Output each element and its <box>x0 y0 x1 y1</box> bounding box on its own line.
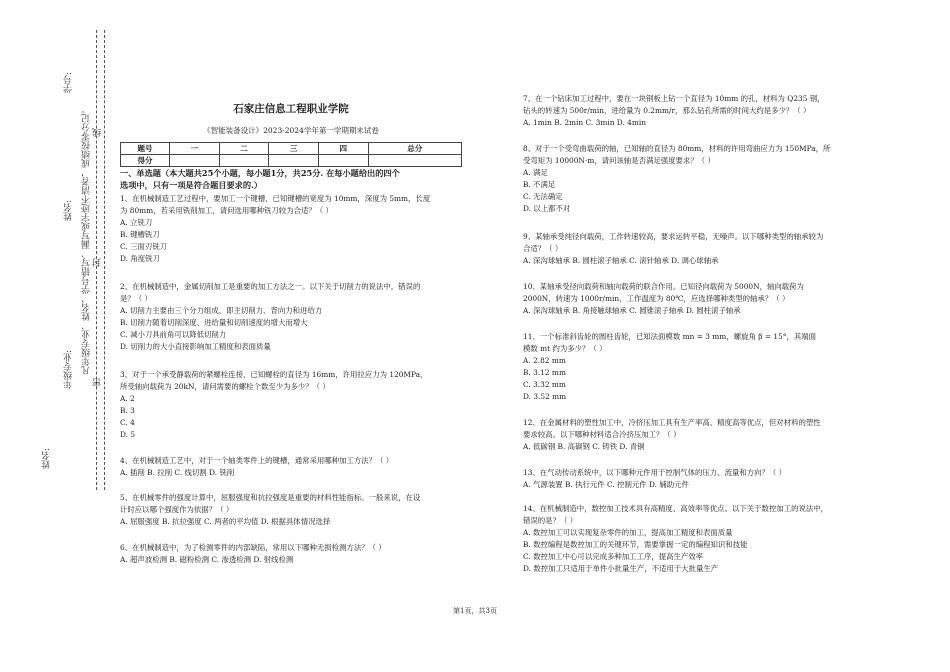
score-input-cell <box>269 155 319 167</box>
question-stem-line: 11、一个标准斜齿轮的圆柱齿轮，已知法面模数 mn = 3 mm，螺旋角 β = 15°，其端面 <box>523 332 817 341</box>
question-stem-line: 1、在机械制造工艺过程中，要加工一个键槽，已知键槽的宽度为 10mm，深度为 5mm，长度 <box>120 194 431 203</box>
question-block <box>120 281 420 353</box>
question-block <box>120 492 420 528</box>
score-cell: 三 <box>269 143 319 155</box>
question-stem-line: 要求较高。以下哪种材料适合冷挤压加工？（ ） <box>523 430 681 439</box>
score-input-cell <box>170 155 220 167</box>
answer-option: D. 3.52 mm <box>523 392 567 401</box>
section-heading <box>120 167 400 191</box>
answer-option: C. 无法确定 <box>523 192 563 201</box>
question-block <box>120 193 430 265</box>
exam-title: 《智能装备设计》2023-2024学年第一学期期末试卷 <box>203 126 379 135</box>
question-stem-line: 2、在机械制造中，金属切削加工是重要的加工方法之一。以下关于切削力的说法中，错误的 <box>120 282 421 291</box>
answer-option: A. 数控加工可以实现复杂零件的加工，提高加工精度和表面质量 <box>523 528 733 537</box>
answer-option: A. 2.82 mm <box>523 356 566 365</box>
page-footer: 第1页，共3页 <box>453 607 497 615</box>
score-table <box>120 142 462 167</box>
school-name: 石家庄信息工程职业学院 <box>233 103 349 115</box>
seal-mark: 密 <box>93 378 103 387</box>
answer-option: A. 超声波检测 B. 磁粉检测 C. 渗透检测 D. 射线检测 <box>120 555 294 564</box>
question-block <box>523 503 828 575</box>
score-input-cell <box>219 155 269 167</box>
section-heading-line: 选项中，只有一项是符合题目要求的.） <box>120 180 263 190</box>
question-stem-line: 13、在气动传动系统中，以下哪种元件用于控制气体的压力、流量和方向？（ ） <box>523 468 787 477</box>
bind-mark: 封 <box>93 258 103 267</box>
binding-warning: 凡年级专业、姓名、学号错写、漏写或字迹不清者，成绩按零分记。 <box>82 105 92 375</box>
question-stem-line: 为 80mm，若采用铣削加工，请问选用哪种铣刀较为合适？（ ） <box>120 206 333 215</box>
answer-option: A. 低碳钢 B. 高碳钢 C. 铸铁 D. 青铜 <box>523 442 645 451</box>
question-stem-line: 2000N，转速为 1000r/min，工作温度为 80℃，应选择哪种类型的轴承？（ ） <box>523 294 790 303</box>
name-label: 姓名: <box>64 200 74 222</box>
answer-option: A. 屈服强度 B. 抗拉强度 C. 两者的平均值 D. 根据具体情况选择 <box>120 517 331 526</box>
answer-option: C. 4 <box>120 418 135 427</box>
answer-option: B. 键槽铣刀 <box>120 230 160 239</box>
section-heading-line: 一、单选题（本大题共25个小题，每小题1分，共25分. 在每小题给出的四个 <box>120 168 400 178</box>
answer-option: A. 立铣刀 <box>120 218 153 227</box>
answer-option: A. 满足 <box>523 168 548 177</box>
answer-option: A. 深沟球轴承 B. 圆柱滚子轴承 C. 滚针轴承 D. 调心球轴承 <box>523 256 719 265</box>
question-stem-line: 8、对于一个受弯曲载荷的轴，已知轴的直径为 80mm，材料的许用弯曲应力为 150MPa，所 <box>523 144 831 153</box>
answer-option: C. 三面刃铣刀 <box>120 242 168 251</box>
score-cell: 四 <box>318 143 368 155</box>
answer-option: C. 减小刀具前角可以降低切削力 <box>120 330 227 339</box>
student-id-label: 学号: <box>64 72 74 94</box>
school-label: 姓名: <box>42 448 52 470</box>
question-stem-line: 14、在机械制造中，数控加工技术具有高精度、高效率等优点。以下关于数控加工的说法中， <box>523 504 829 513</box>
question-stem-line: 9、某轴承受纯径向载荷，工作转速较高，要求运转平稳，无噪声。以下哪种类型的轴承较为 <box>523 232 824 241</box>
question-block <box>523 417 821 453</box>
answer-option: A. 气源装置 B. 执行元件 C. 控制元件 D. 辅助元件 <box>523 480 689 489</box>
question-stem-line: 4、在机械制造工艺中，对于一个轴类零件上的键槽，通常采用哪种加工方法？（ ） <box>120 456 394 465</box>
answer-option: A. 1min B. 2min C. 3min D. 4min <box>523 118 646 127</box>
question-block <box>523 467 786 491</box>
question-block <box>523 93 825 129</box>
answer-option: B. 3.12 mm <box>523 368 566 377</box>
question-stem-line: 是？（ ） <box>120 294 152 303</box>
answer-option: C. 3.32 mm <box>523 380 566 389</box>
question-block <box>120 369 427 441</box>
answer-option: D. 切削力的大小直接影响加工精度和表面质量 <box>120 342 271 351</box>
cut-line-inner <box>104 30 105 490</box>
question-stem-line: 6、在机械制造中，为了检测零件的内部缺陷，常用以下哪种无损检测方法？（ ） <box>120 543 386 552</box>
answer-option: C. 数控加工中心可以完成多种加工工序，提高生产效率 <box>523 552 704 561</box>
answer-option: D. 数控加工只适用于单件小批量生产，不适用于大批量生产 <box>523 564 719 573</box>
score-input-cell <box>368 155 462 167</box>
score-cell: 题号 <box>121 143 170 155</box>
score-cell: 二 <box>219 143 269 155</box>
question-stem-line: 合适？（ ） <box>523 244 563 253</box>
question-stem-line: 12、在金属材料的塑性加工中，冷挤压加工具有生产率高、精度高等优点，但对材料的塑性 <box>523 418 821 427</box>
question-stem-line: 错误的是？（ ） <box>523 516 578 525</box>
answer-option: D. 5 <box>120 430 136 439</box>
answer-option: A. 切削力主要由三个分力组成，即主切削力、背向力和进给力 <box>120 306 323 315</box>
score-table-score-row <box>121 155 462 167</box>
answer-option: A. 插削 B. 拉削 C. 线切割 D. 铣削 <box>120 468 235 477</box>
score-table-header-row <box>121 143 462 155</box>
question-stem-line: 钻头的转速为 500r/min，进给量为 0.2mm/r，那么钻孔所需的时间大约是多少？（ ） <box>523 106 811 115</box>
question-stem-line: 5、在机械零件的强度计算中，屈服强度和抗拉强度是重要的材料性能指标。一般来说，在设 <box>120 493 421 502</box>
answer-option: D. 以上都不对 <box>523 204 571 213</box>
score-input-cell <box>318 155 368 167</box>
question-stem-line: 3、对于一个承受静载荷的紧螺栓连接，已知螺栓的直径为 16mm，许用拉应力为 120MPa， <box>120 370 428 379</box>
answer-option: B. 切削力随着切削深度、进给量和切削速度的增大而增大 <box>120 318 308 327</box>
question-stem-line: 7、在一个钻床加工过程中，要在一块钢板上钻一个直径为 10mm 的孔，材料为 Q235 钢， <box>523 94 825 103</box>
score-cell: 总分 <box>368 143 462 155</box>
question-block <box>523 143 830 215</box>
question-stem-line: 受弯矩为 10000N·m，请问该轴是否满足强度要求？（ ） <box>523 156 715 165</box>
answer-option: B. 3 <box>120 406 135 415</box>
question-block <box>523 281 804 317</box>
question-stem-line: 模数 mt 约为多少？（ ） <box>523 344 607 353</box>
answer-option: A. 2 <box>120 394 135 403</box>
question-block <box>120 542 386 566</box>
answer-option: A. 深沟球轴承 B. 角接触球轴承 C. 圆锥滚子轴承 D. 圆柱滚子轴承 <box>523 306 741 315</box>
answer-option: D. 角度铣刀 <box>120 254 160 263</box>
question-block <box>120 455 393 479</box>
question-stem-line: 所受轴向载荷为 20kN，请问需要的螺栓个数至少为多少？（ ） <box>120 382 330 391</box>
major-label: 年级专业: <box>64 350 74 390</box>
answer-option: B. 不满足 <box>523 180 556 189</box>
question-block <box>523 231 823 267</box>
question-stem-line: 计时应以哪个强度作为依据？（ ） <box>120 505 234 514</box>
score-cell: 得分 <box>121 155 170 167</box>
line-mark: 线 <box>93 128 103 137</box>
score-cell: 一 <box>170 143 220 155</box>
answer-option: B. 数控编程是数控加工的关键环节，需要掌握一定的编程知识和技能 <box>523 540 748 549</box>
question-block <box>523 331 816 403</box>
question-stem-line: 10、某轴承受径向载荷和轴向载荷的联合作用。已知径向载荷为 5000N，轴向载荷为 <box>523 282 804 291</box>
